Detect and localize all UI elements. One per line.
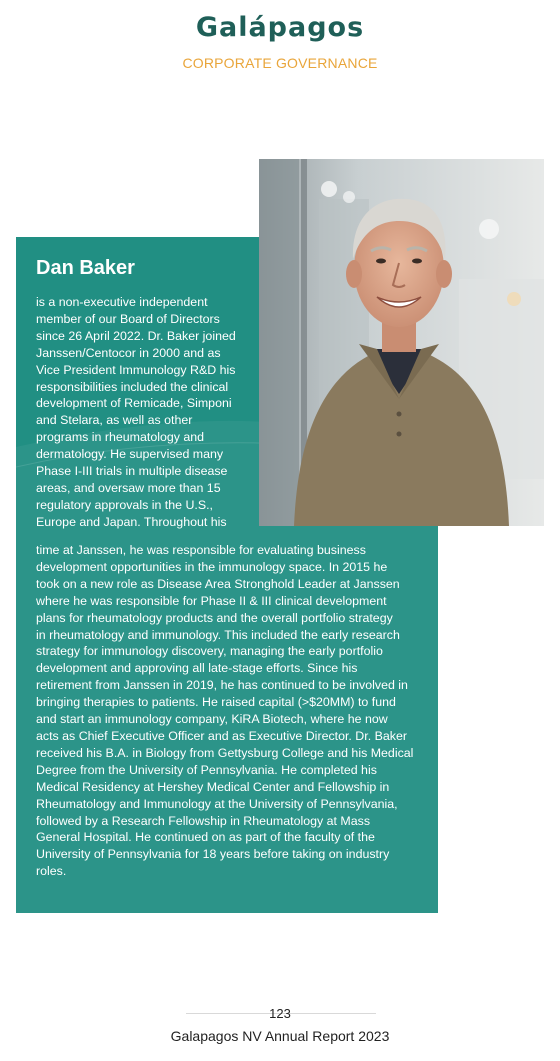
bio-text-full-width — [36, 542, 413, 880]
bio-line: General Hospital. He continued on as part of the faculty of the — [36, 830, 375, 845]
bio-line: areas, and oversaw more than 15 — [36, 480, 221, 495]
profile-photo — [259, 159, 544, 526]
bio-line: development opportunities in the immunology space. In 2015 he — [36, 559, 388, 574]
bio-line: Europe and Japan. Throughout his — [36, 514, 227, 529]
bio-line: responsibilities included the clinical — [36, 379, 229, 394]
bio-line: Degree from the University of Pennsylvania. He completed his — [36, 762, 377, 777]
bio-line: Vice President Immunology R&D his — [36, 362, 236, 377]
bio-line: bringing therapies to patients. He raised capital (>$20MM) to fund — [36, 695, 396, 710]
bio-line: University of Pennsylvania for 18 years before taking on industry — [36, 847, 390, 862]
bio-line: and start an immunology company, KiRA Biotech, where he now — [36, 712, 388, 727]
bio-line: plans for rheumatology products and the overall portfolio strategy — [36, 610, 393, 625]
bio-line: retirement from Janssen in 2019, he has continued to be involved in — [36, 678, 408, 693]
bio-line: in rheumatology and immunology. This included the early research — [36, 627, 400, 642]
bio-text-beside-photo — [36, 294, 236, 531]
bio-line: development of Remicade, Simponi — [36, 396, 232, 411]
bio-line: followed by a Research Fellowship in Rheumatology at Mass — [36, 813, 371, 828]
bio-line: Janssen/Centocor in 2000 and as — [36, 345, 221, 360]
bio-line: and Stelara, as well as other — [36, 413, 193, 428]
page-number: 123 — [269, 1006, 291, 1021]
bio-line: received his B.A. in Biology from Gettysburg College and his Medical — [36, 745, 414, 760]
bio-line: took on a new role as Disease Area Stronghold Leader at Janssen — [36, 576, 400, 591]
portrait-illustration — [259, 159, 544, 526]
person-name: Dan Baker — [36, 257, 135, 279]
bio-line: roles. — [36, 864, 67, 879]
bio-line: Medical Residency at Hershey Medical Center and Fellowship in — [36, 779, 390, 794]
bio-line: time at Janssen, he was responsible for evaluating business — [36, 543, 366, 557]
bio-line: since 26 April 2022. Dr. Baker joined — [36, 328, 236, 343]
bio-line: Rheumatology and Immunology at the University of Pennsylvania, — [36, 796, 398, 811]
section-title: CORPORATE GOVERNANCE — [182, 55, 378, 71]
bio-line: regulatory approvals in the U.S., — [36, 497, 214, 512]
bio-line: Phase I-III trials in multiple disease — [36, 464, 228, 479]
bio-line: member of our Board of Directors — [36, 311, 220, 326]
bio-line: strategy for immunology discovery, managing the early portfolio — [36, 644, 383, 659]
bio-line: dermatology. He supervised many — [36, 447, 224, 462]
bio-line: development and approving all late-stage efforts. Since his — [36, 661, 358, 676]
bio-line: where he was responsible for Phase II & III clinical development — [36, 593, 387, 608]
company-logo — [0, 12, 560, 43]
logo-wordmark: Galápagos — [195, 12, 365, 43]
bio-line: is a non-executive independent — [36, 295, 208, 309]
report-title: Galapagos NV Annual Report 2023 — [170, 1028, 390, 1044]
bio-line: programs in rheumatology and — [36, 430, 205, 445]
bio-line: acts as Chief Executive Officer and as Executive Director. Dr. Baker — [36, 728, 407, 743]
